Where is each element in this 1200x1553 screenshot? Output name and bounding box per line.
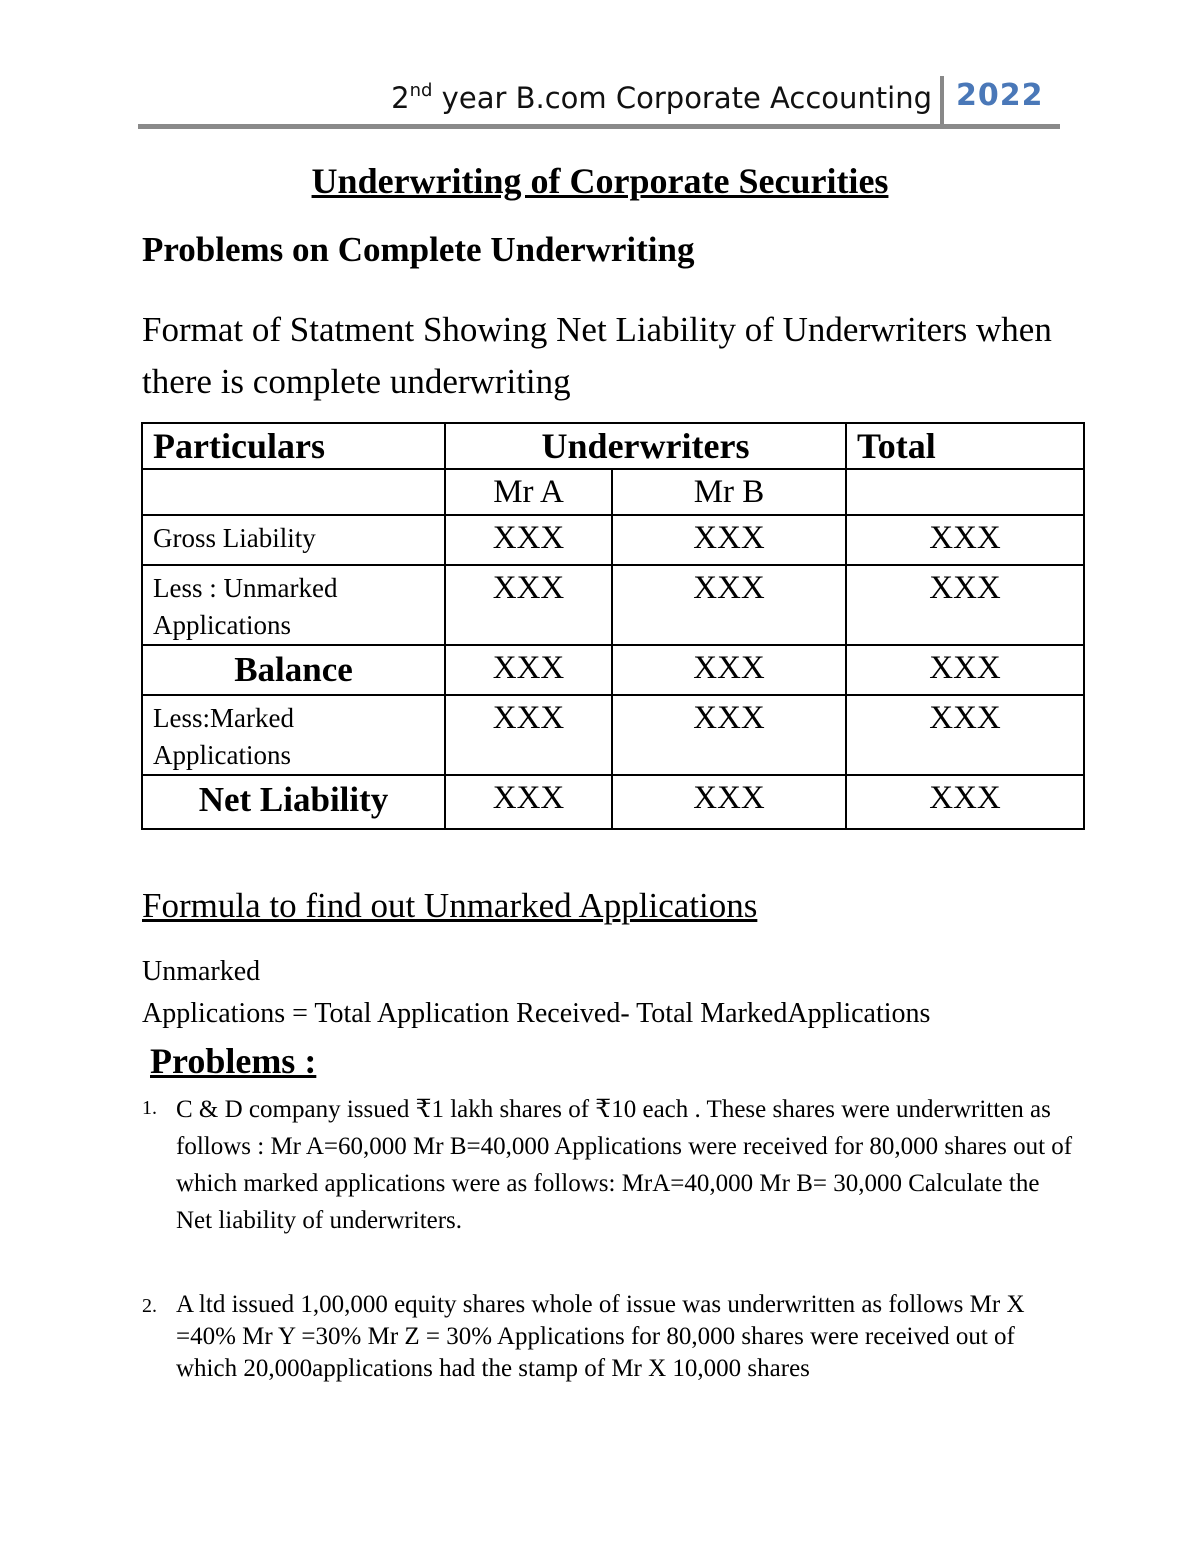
subheader-mr-a: Mr A <box>445 469 612 515</box>
cell-total: XXX <box>846 775 1084 829</box>
cell-mr-a: XXX <box>445 775 612 829</box>
column-header-total: Total <box>846 423 1084 469</box>
table-row <box>142 565 1084 645</box>
list-item-number: 1. <box>142 1097 157 1119</box>
document-title: Underwriting of Corporate Securities <box>311 161 889 201</box>
header-rule <box>138 124 1060 129</box>
list-item-text: C & D company issued ₹1 lakh shares of ₹10 each . These shares were underwritten as follows : Mr A=60,000 Mr B=40,000 Applications were received for 80,000 shares out of which marked applications were as follows: MrA=40,000 Mr B= 30,000 Calculate the Net liability of underwriters. <box>176 1096 1073 1234</box>
cell-mr-b: XXX <box>612 645 846 695</box>
header-year: 2022 <box>956 78 1044 113</box>
header-divider <box>940 76 944 128</box>
page-header <box>138 76 1060 132</box>
cell-total: XXX <box>846 645 1084 695</box>
table-subheader-row <box>142 469 1084 515</box>
column-header-particulars: Particulars <box>142 423 445 469</box>
cell-total: XXX <box>846 695 1084 775</box>
cell-mr-a: XXX <box>445 515 612 565</box>
net-liability-table <box>141 422 1085 830</box>
list-item-text: A ltd issued 1,00,000 equity shares whole of issue was underwritten as follows Mr X =40% Mr Y =30% Mr Z = 30% Applications for 80,000 shares were received out of which 20,000applications had the stamp of Mr X 10,000 shares <box>176 1291 1025 1382</box>
formula-line-1: Unmarked <box>142 956 261 987</box>
cell-mr-a: XXX <box>445 645 612 695</box>
empty-cell <box>846 469 1084 515</box>
row-label: Less : Unmarked Applications <box>142 565 445 645</box>
column-header-underwriters: Underwriters <box>445 423 846 469</box>
cell-mr-a: XXX <box>445 565 612 645</box>
table-header-row <box>142 423 1084 469</box>
cell-mr-b: XXX <box>612 775 846 829</box>
section-heading: Problems on Complete Underwriting <box>142 230 695 269</box>
table-row <box>142 775 1084 829</box>
table-row <box>142 645 1084 695</box>
row-label: Balance <box>142 645 445 695</box>
cell-mr-b: XXX <box>612 515 846 565</box>
cell-mr-b: XXX <box>612 695 846 775</box>
row-label: Less:Marked Applications <box>142 695 445 775</box>
problems-heading: Problems : <box>150 1041 317 1081</box>
cell-mr-a: XXX <box>445 695 612 775</box>
cell-mr-b: XXX <box>612 565 846 645</box>
table-row <box>142 695 1084 775</box>
subheader-mr-b: Mr B <box>612 469 846 515</box>
header-course-title: 2nd year B.com Corporate Accounting <box>391 80 932 115</box>
table-row <box>142 515 1084 565</box>
empty-cell <box>142 469 445 515</box>
row-label: Net Liability <box>142 775 445 829</box>
row-label: Gross Liability <box>142 515 445 565</box>
formula-heading: Formula to find out Unmarked Applications <box>142 886 758 925</box>
format-description: Format of Statment Showing Net Liability of Underwriters when there is complete underwriting <box>142 310 1052 401</box>
list-item-number: 2. <box>142 1295 157 1317</box>
cell-total: XXX <box>846 515 1084 565</box>
formula-line-2: Applications = Total Application Received- Total MarkedApplications <box>142 998 931 1029</box>
cell-total: XXX <box>846 565 1084 645</box>
